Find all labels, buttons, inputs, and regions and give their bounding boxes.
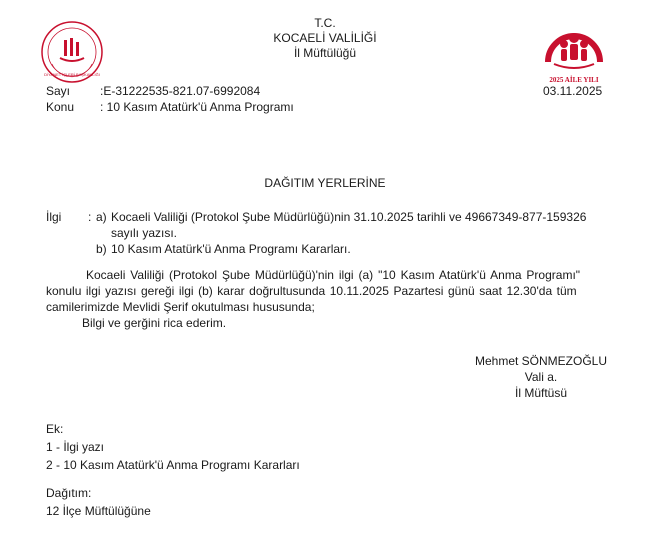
ilgi-a-text-cont: sayılı yazısı.	[111, 226, 178, 240]
distribution-title: DAĞITIM YERLERİNE	[264, 176, 386, 190]
ilgi-colon: :	[88, 210, 92, 224]
svg-text:DİYANET İŞLERİ BAŞKANLIĞI: DİYANET İŞLERİ BAŞKANLIĞI	[44, 72, 100, 77]
konu-label: Konu	[46, 100, 75, 114]
dagitim-label: Dağıtım:	[46, 486, 92, 500]
ek-item-1: 1 - İlgi yazı	[46, 440, 105, 454]
dagitim-item-1: 12 İlçe Müftülüğüne	[46, 504, 151, 518]
sayi-label: Sayı	[46, 84, 71, 98]
body-line-1: Kocaeli Valiliği (Protokol Şube Müdürlüğü)'nin ilgi (a) "10 Kasım Atatürk'ü Anma Programı"	[86, 268, 581, 282]
body-line-2: konulu ilgi yazısı gereği ilgi (b) karar doğrultusunda 10.11.2025 Pazartesi günü saat 12.30'da tüm	[46, 284, 577, 298]
signatory-office: İl Müftüsü	[514, 386, 568, 400]
header-office: İl Müftülüğü	[293, 46, 357, 60]
ilgi-b-marker: b)	[96, 242, 107, 256]
konu-value: : 10 Kasım Atatürk'ü Anma Programı	[100, 100, 294, 114]
ilgi-b-text: 10 Kasım Atatürk'ü Anma Programı Kararları.	[111, 242, 351, 256]
ilgi-label: İlgi	[46, 210, 62, 224]
ek-label: Ek:	[46, 422, 64, 436]
body-closing: Bilgi ve gerğini rica ederim.	[82, 316, 227, 330]
sayi-value: :E-31222535-821.07-6992084	[100, 84, 261, 98]
signatory-name: Mehmet SÖNMEZOĞLU	[474, 354, 608, 368]
signatory-title: Vali a.	[524, 370, 558, 384]
header-governorship: KOCAELİ VALİLİĞİ	[273, 31, 377, 45]
ilgi-a-marker: a)	[96, 210, 107, 224]
ek-item-2: 2 - 10 Kasım Atatürk'ü Anma Programı Kararları	[46, 458, 300, 472]
body-line-3: camilerimizde Mevlidi Şerif okutulması hususunda;	[46, 300, 315, 314]
diyanet-seal-icon	[40, 20, 104, 84]
header-tc: T.C.	[314, 16, 336, 30]
family-year-icon	[540, 18, 608, 88]
svg-text:2025 AİLE YILI: 2025 AİLE YILI	[549, 76, 599, 84]
ilgi-a-text: Kocaeli Valiliği (Protokol Şube Müdürlüğü)nin 31.10.2025 tarihli ve 49667349-877-159326	[111, 210, 587, 224]
document-date: 03.11.2025	[543, 84, 603, 98]
